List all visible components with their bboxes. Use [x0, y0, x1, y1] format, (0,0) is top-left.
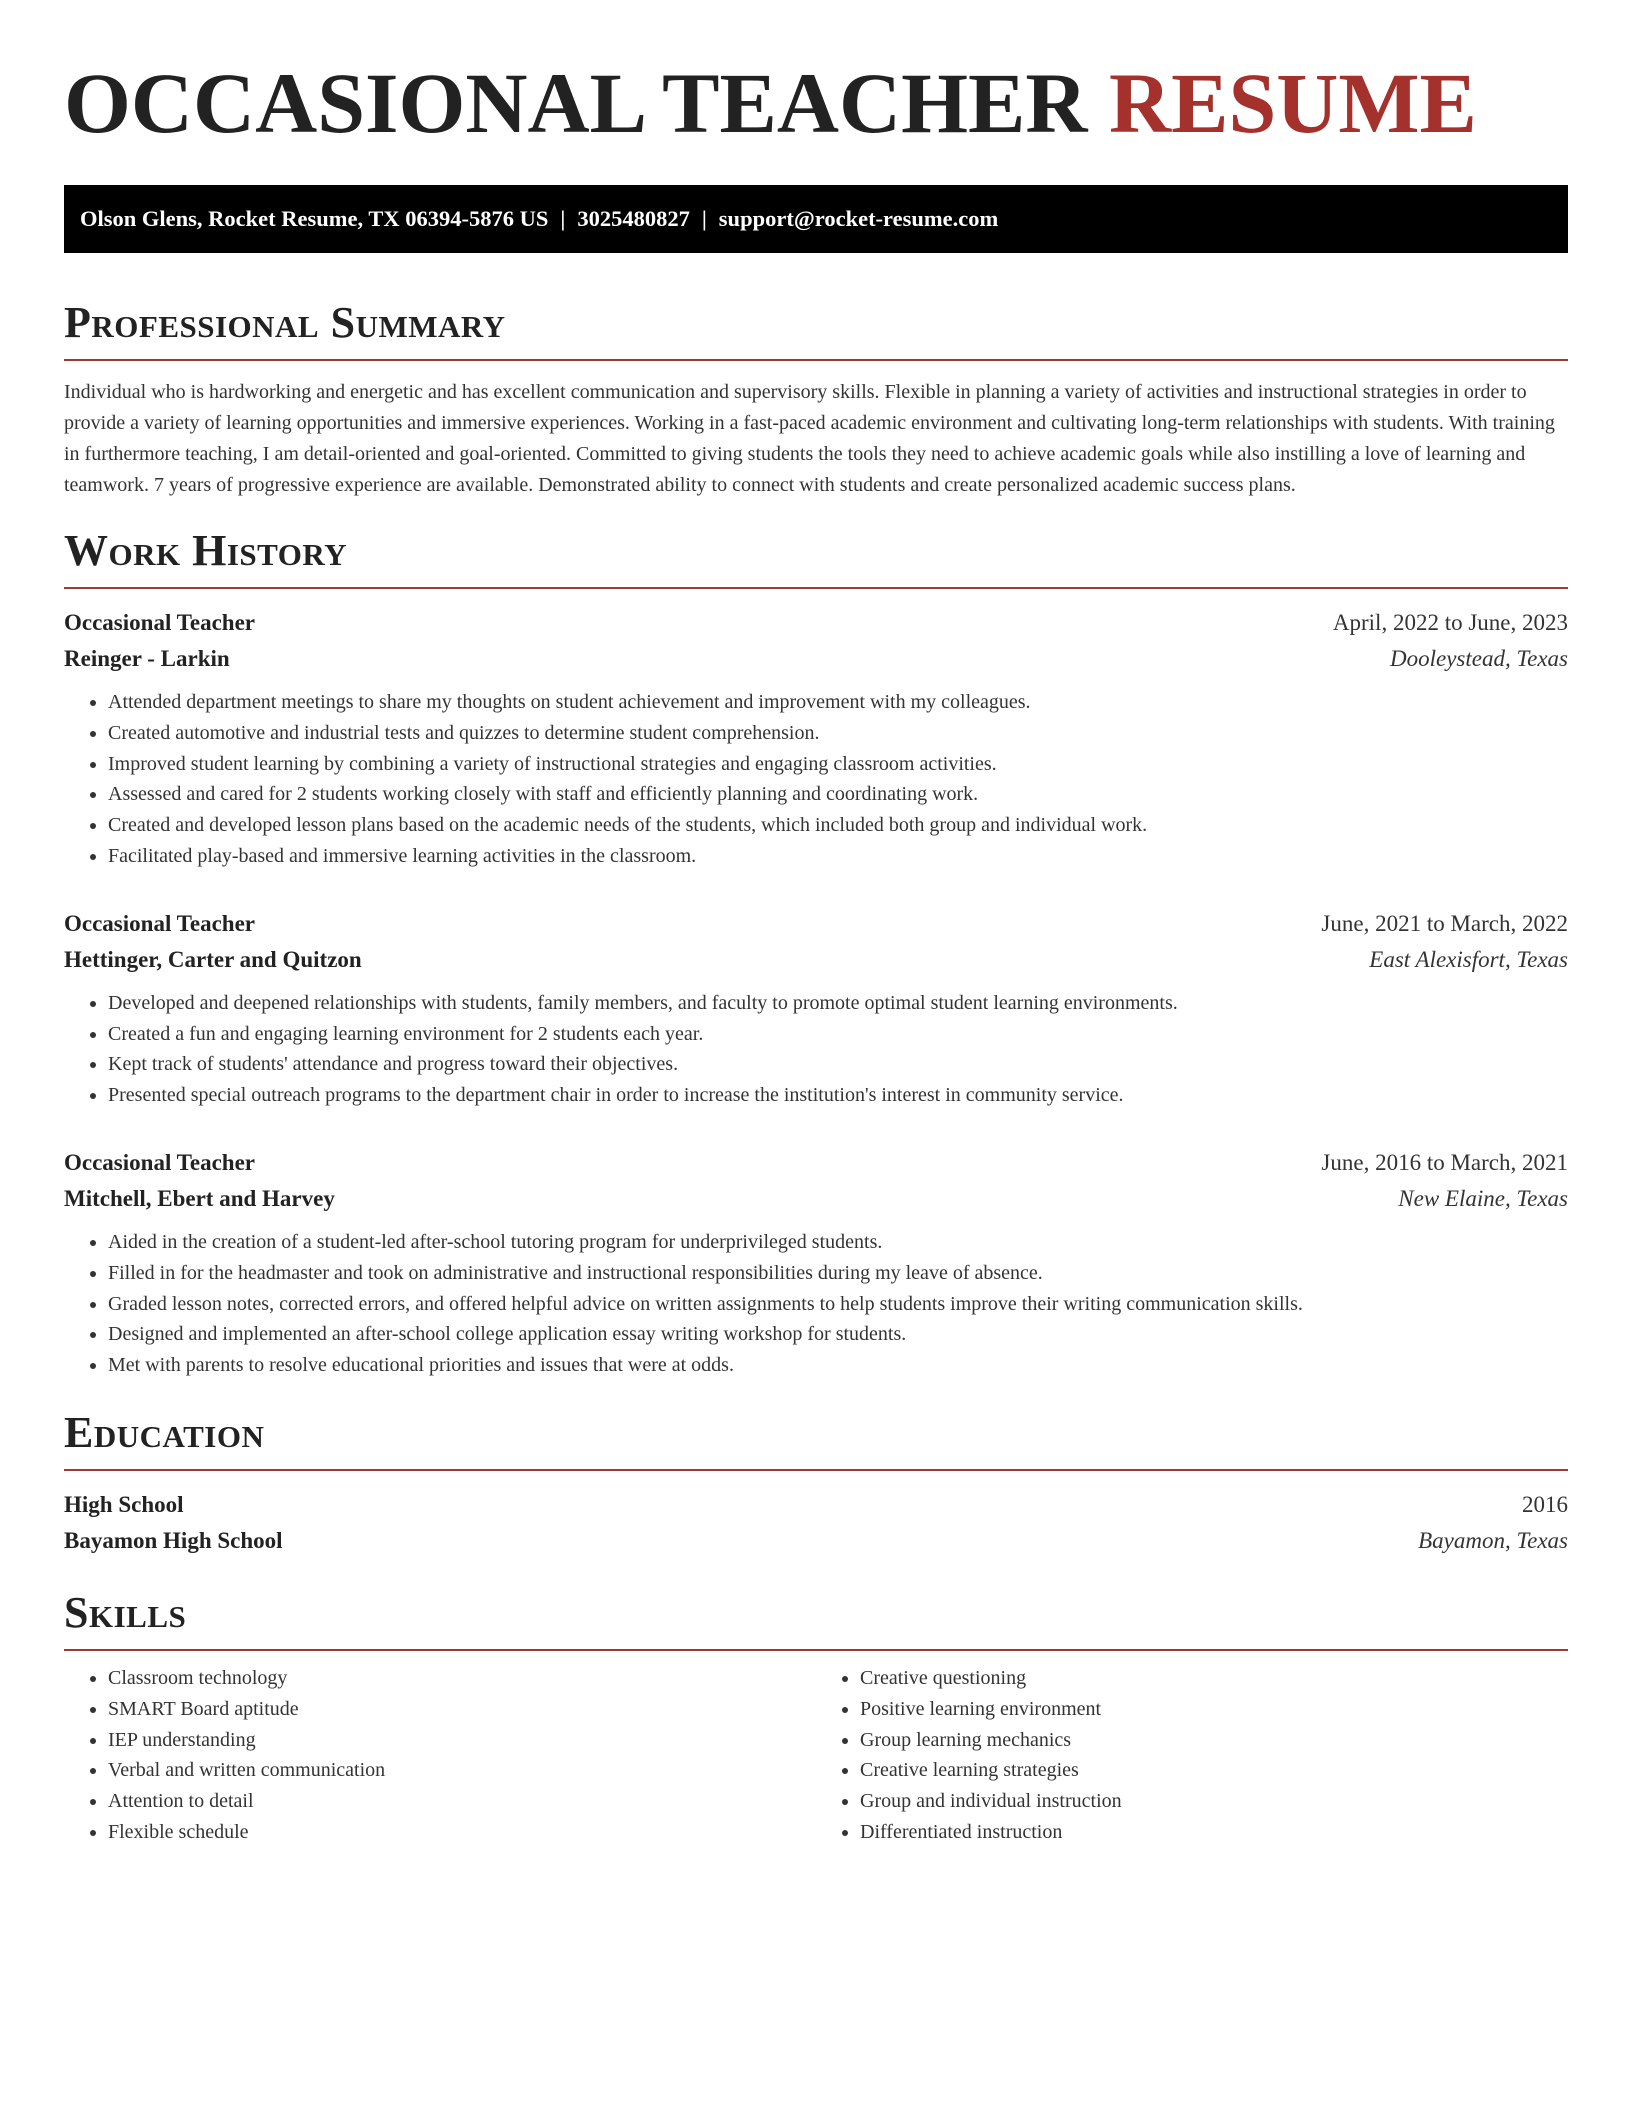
job-duty: • Kept track of students' attendance and progress toward their objectives.: [108, 1049, 1568, 1080]
skills-heading: Skills: [64, 1587, 187, 1637]
job-duty: • Improved student learning by combining a variety of instructional strategies and engaging classroom activities.: [108, 749, 1568, 780]
education-degree-row: [64, 1487, 1568, 1523]
job-duty: • Graded lesson notes, corrected errors, and offered helpful advice on written assignments to help students improve their writing communication skills.: [108, 1289, 1568, 1320]
title-main: OCCASIONAL TEACHER: [64, 55, 1088, 151]
education-section: [64, 1407, 1568, 1559]
job-company: Reinger - Larkin: [64, 646, 230, 671]
education-location: Bayamon, Texas: [1418, 1527, 1568, 1553]
job-duty: • Developed and deepened relationships with students, family members, and faculty to promote optimal student learning environments.: [108, 988, 1568, 1019]
section-divider: [64, 359, 1568, 361]
job-company: Mitchell, Ebert and Harvey: [64, 1185, 335, 1211]
job-duties: [64, 687, 1568, 872]
job-dates: April, 2022 to June, 2023: [1332, 610, 1568, 635]
skill-item: • Creative questioning: [860, 1663, 1568, 1694]
education-entry: [64, 1487, 1568, 1559]
contact-phone: 3025480827: [577, 206, 690, 231]
education-heading: Education: [64, 1407, 265, 1457]
skills-list-left: [64, 1663, 816, 1848]
job-title-row: [64, 1145, 1568, 1181]
contact-separator: |: [560, 206, 566, 231]
job-duties: [64, 1227, 1568, 1381]
job-dates: June, 2016 to March, 2021: [1321, 1149, 1568, 1175]
education-year: 2016: [1522, 1491, 1568, 1517]
section-divider: [64, 1649, 1568, 1651]
job-entry: [64, 1145, 1568, 1381]
job-entry: [64, 906, 1568, 1111]
job-title-row: [64, 605, 1568, 641]
job-duty: • Presented special outreach programs to the department chair in order to increase the institution's interest in community service.: [108, 1080, 1568, 1111]
job-duties: [64, 988, 1568, 1111]
title-accent: RESUME: [1108, 55, 1477, 151]
job-company-row: [64, 641, 1568, 677]
job-title: Occasional Teacher: [64, 610, 256, 635]
job-location: East Alexisfort, Texas: [1369, 946, 1568, 972]
job-location: New Elaine, Texas: [1398, 1185, 1568, 1211]
job-company-row: [64, 1181, 1568, 1217]
skill-item: • Flexible schedule: [108, 1817, 816, 1848]
job-company-row: [64, 942, 1568, 978]
summary-heading: Professional Summary: [64, 298, 506, 347]
job-duty: • Designed and implemented an after-school college application essay writing workshop for students.: [108, 1319, 1568, 1350]
section-divider: [64, 587, 1568, 589]
contact-separator: |: [701, 206, 707, 231]
job-duty: • Assessed and cared for 2 students working closely with staff and efficiently planning and coordinating work.: [108, 779, 1568, 810]
job-duty: • Created and developed lesson plans based on the academic needs of the students, which included both group and individual work.: [108, 810, 1568, 841]
job-duty: • Aided in the creation of a student-led after-school tutoring program for underprivileged students.: [108, 1227, 1568, 1258]
skill-item: • Positive learning environment: [860, 1694, 1568, 1725]
job-title-row: [64, 906, 1568, 942]
job-company: Hettinger, Carter and Quitzon: [64, 946, 362, 972]
education-school-row: [64, 1523, 1568, 1559]
job-duty: • Created a fun and engaging learning environment for 2 students each year.: [108, 1019, 1568, 1050]
summary-text: Individual who is hardworking and energetic and has excellent communication and supervisory skills. Flexible in planning a variety of activities and instructional strategies in order to provide a variety of learning opportunities and immersive experiences. Working in a fast-paced academic environment and cultivating long-term relationships with students. With training in furthermore teaching, I am detail-oriented and goal-oriented. Committed to giving students the tools they need to achieve academic goals while also instilling a love of learning and teamwork. 7 years of progressive experience are available. Demonstrated ability to connect with students and create personalized academic success plans.: [64, 381, 1555, 496]
job-title: Occasional Teacher: [64, 910, 256, 936]
job-dates: June, 2021 to March, 2022: [1321, 910, 1568, 936]
skills-list-right: [816, 1663, 1568, 1848]
section-divider: [64, 1469, 1568, 1471]
job-duty: • Met with parents to resolve educational priorities and issues that were at odds.: [108, 1350, 1568, 1381]
work-history-heading: Work History: [64, 526, 348, 575]
skill-item: • Differentiated instruction: [860, 1817, 1568, 1848]
job-duty: • Filled in for the headmaster and took on administrative and instructional responsibilities during my leave of absence.: [108, 1258, 1568, 1289]
education-degree: High School: [64, 1491, 184, 1517]
job-entry: [64, 605, 1568, 872]
resume-title: [64, 55, 1568, 151]
skill-item: • SMART Board aptitude: [108, 1694, 816, 1725]
skill-item: • Group learning mechanics: [860, 1725, 1568, 1756]
work-history-section: [64, 525, 1568, 1381]
skills-grid: [64, 1663, 1568, 1848]
contact-address: Olson Glens, Rocket Resume, TX 06394-5876 US: [80, 206, 549, 231]
education-school: Bayamon High School: [64, 1527, 283, 1553]
skill-item: • Creative learning strategies: [860, 1755, 1568, 1786]
skill-item: • IEP understanding: [108, 1725, 816, 1756]
job-duty: • Created automotive and industrial tests and quizzes to determine student comprehension.: [108, 718, 1568, 749]
skill-item: • Attention to detail: [108, 1786, 816, 1817]
skill-item: • Verbal and written communication: [108, 1755, 816, 1786]
job-location: Dooleystead, Texas: [1389, 646, 1568, 671]
job-duty: • Attended department meetings to share my thoughts on student achievement and improvement with my colleagues.: [108, 687, 1568, 718]
job-title: Occasional Teacher: [64, 1149, 256, 1175]
contact-bar: [64, 185, 1568, 253]
skills-section: [64, 1587, 1568, 1848]
job-duty: • Facilitated play-based and immersive learning activities in the classroom.: [108, 841, 1568, 872]
skill-item: • Group and individual instruction: [860, 1786, 1568, 1817]
contact-email: support@rocket-resume.com: [718, 206, 999, 231]
summary-section: [64, 297, 1568, 501]
skill-item: • Classroom technology: [108, 1663, 816, 1694]
